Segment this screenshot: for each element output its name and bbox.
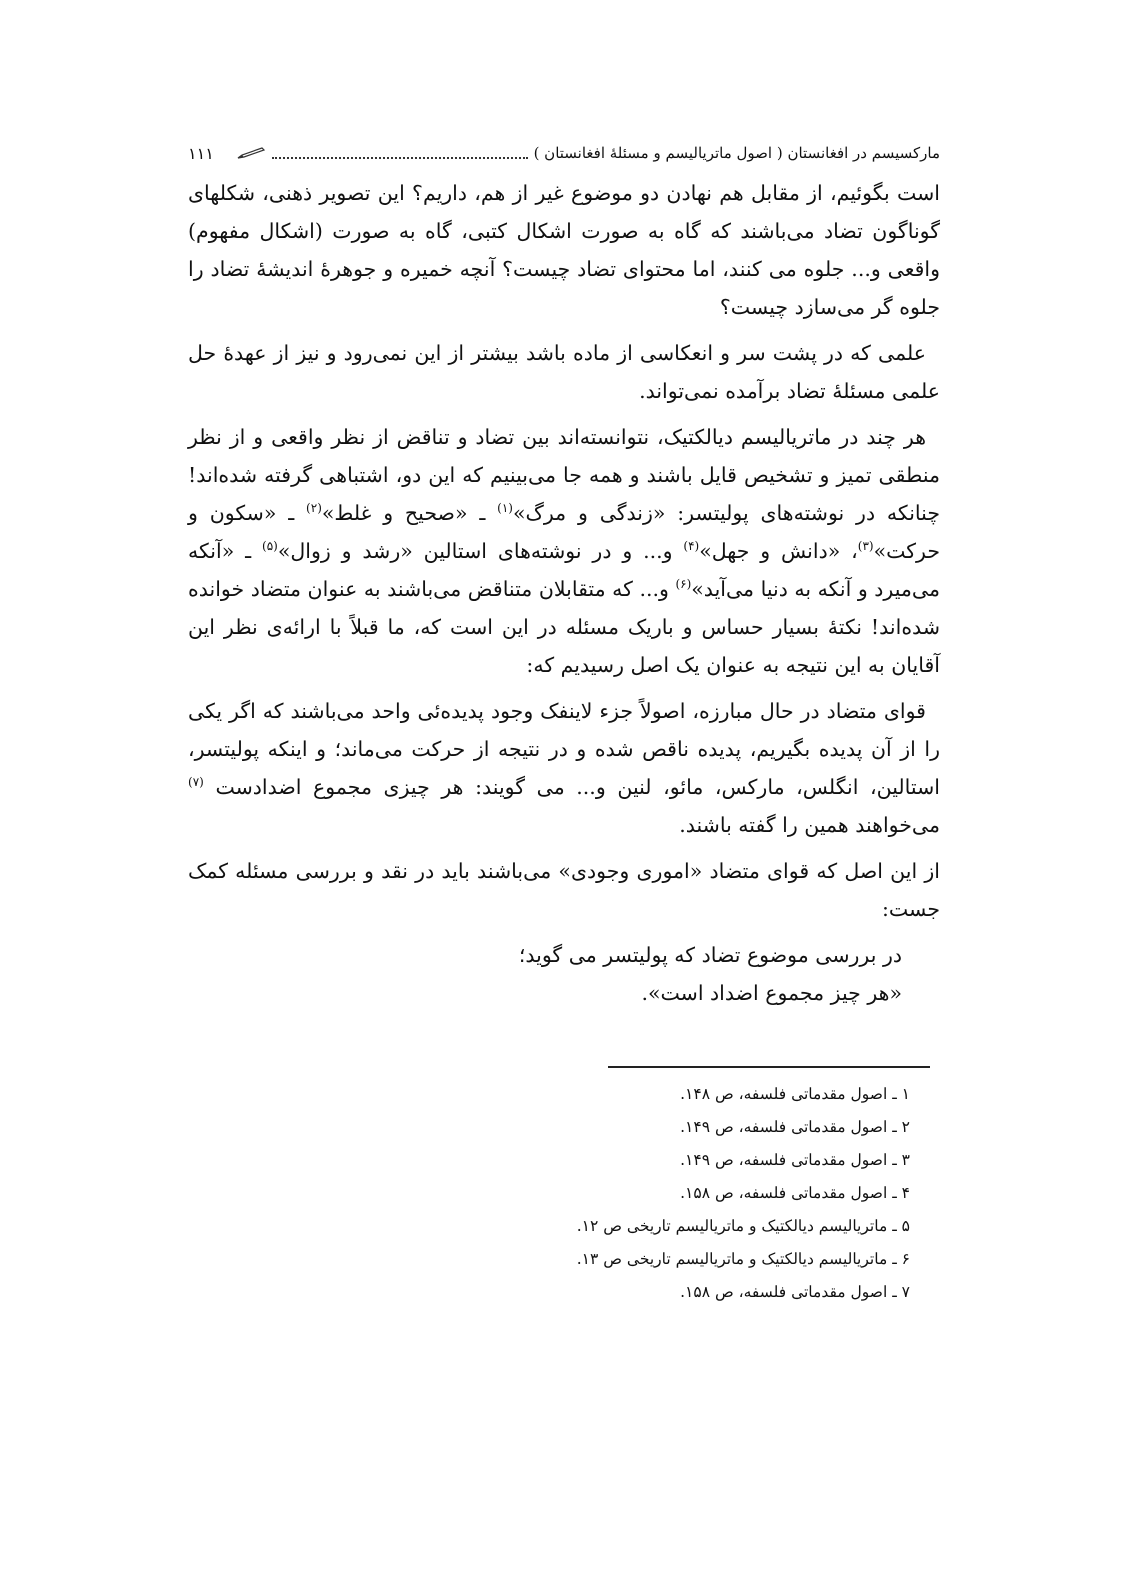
text-run: می‌خواهند همین را گفته باشند. <box>679 813 940 837</box>
footnote: ۳ ـ اصول مقدماتی فلسفه، ص ۱۴۹. <box>680 1151 910 1169</box>
running-header <box>188 140 940 166</box>
footnote: ۷ ـ اصول مقدماتی فلسفه، ص ۱۵۸. <box>680 1283 910 1301</box>
text-run: و... <box>639 577 669 601</box>
paragraph: علمی که در پشت سر و انعکاسی از ماده باشد بیشتر از این نمی‌رود و نیز از عهدهٔ حل علمی مسئلهٔ تضاد برآمده نمی‌تواند. <box>188 341 940 403</box>
footnote-ref: (۵) <box>262 539 278 554</box>
footnote-ref: (۴) <box>683 539 700 554</box>
book-page <box>188 140 940 1309</box>
footnote-ref: (۲) <box>306 501 322 516</box>
text-run: «آنکه می‌میرد و آنکه به دنیا می‌آید» <box>188 539 940 601</box>
running-title: مارکسیسم در افغانستان ( اصول ماتریالیسم و مسئلهٔ افغانستان ) <box>533 144 940 162</box>
text-run: که متقابلان متناقض می‌باشند به عنوان متضاد خوانده شده‌اند! نکتهٔ بسیار حساس و باریک مسئله در این است که، ما قبلاً با ارائه‌ی نظر این آقایان به این نتیجه به عنوان یک اصل رسیدیم که: <box>188 577 940 677</box>
main-text <box>188 174 940 1012</box>
text-run: «سکون و حرکت» <box>188 501 940 563</box>
paragraph: از این اصل که قوای متضاد «اموری وجودی» می‌باشند باید در نقد و بررسی مسئله کمک جست: <box>188 859 940 921</box>
footnote: ۲ ـ اصول مقدماتی فلسفه، ص ۱۴۹. <box>680 1118 910 1136</box>
footnote: ۴ ـ اصول مقدماتی فلسفه، ص ۱۵۸. <box>680 1184 910 1202</box>
text-run: هر چند در ماتریالیسم دیالکتیک، نتوانسته‌اند بین تضاد و تناقض از نظر واقعی و از نظر منطقی تمیز و تشخیص قایل باشند و همه جا می‌بینیم که این دو، اشتباهی گرفته شده‌اند! چنانکه در نوشته‌های پولیتسر: «زندگی و مرگ» <box>188 425 941 525</box>
text-run: قوای متضاد در حال مبارزه، اصولاً جزء لاینفک وجود پدیده‌ئی واحد می‌باشند که اگر یکی را از آن پدیده بگیریم، پدیده ناقص شده و در نتیجه از حرکت می‌ماند؛ و اینکه پولیتسر، استالین، انگلس، مارکس، مائو، لنین و... می گویند: هر چیزی مجموع اضدادست <box>188 699 940 799</box>
text-run: «صحیح و غلط» <box>321 501 468 525</box>
footnote-ref: (۳) <box>857 539 874 554</box>
text-run: و... و در نوشته‌های استالین «رشد و زوال» <box>277 539 673 563</box>
footnote-ref: (۶) <box>675 577 692 592</box>
leader-dots <box>272 147 528 159</box>
page-number: ۱۱۱ <box>188 143 214 163</box>
footnotes <box>188 1078 940 1309</box>
footnote-ref: (۷) <box>188 775 204 790</box>
paragraph: در بررسی موضوع تضاد که پولیتسر می گوید؛ <box>518 943 902 967</box>
footnote: ۱ ـ اصول مقدماتی فلسفه، ص ۱۴۸. <box>680 1085 910 1103</box>
pen-icon <box>236 146 266 160</box>
paragraph <box>188 692 940 844</box>
quotation: «هر چیز مجموع اضداد است». <box>641 981 902 1005</box>
footnote: ۶ ـ ماتریالیسم دیالکتیک و ماتریالیسم تاریخی ص ۱۳. <box>576 1250 910 1268</box>
footnote: ۵ ـ ماتریالیسم دیالکتیک و ماتریالیسم تاریخی ص ۱۲. <box>576 1217 910 1235</box>
footnote-ref: (۱) <box>497 501 513 516</box>
paragraph: هر چند در ماتریالیسم دیالکتیک، نتوانسته‌اند بین تضاد و تناقض از نظر واقعی و از نظر منطقی تمیز و تشخیص قایل باشند و همه جا می‌بینیم که این دو، اشتباهی گرفته شده‌اند! چنانکه در نوشته‌های پولیتسر: «زندگی و مرگ»$^{(۱)}$ ـ «صحیح و غلط»$^{(۲)}$ ـ «سکون و حرکت»$^{(۳)}$، «دانش و جهل»$^{(۴)}$ و... و در نوشته‌های استالین «رشد و زوال»$^{(۵)}$ ـ «آنکه می‌میرد و آنکه به دنیا می‌آید»$^{(۶)}$ و... که متقابلان متناقض می‌باشند به عنوان متضاد خوانده شده‌اند! نکتهٔ بسیار حساس و باریک مسئله در این است که، ما قبلاً با ارائه‌ی نظر این آقایان به این نتیجه به عنوان یک اصل رسیدیم که: <box>188 425 941 677</box>
text-run: «دانش و جهل» <box>699 539 841 563</box>
paragraph: است بگوئیم، از مقابل هم نهادن دو موضوع غیر از هم، داریم؟ این تصویر ذهنی، شکلهای گوناگون تضاد می‌باشند که گاه به صورت اشکال کتبی، گاه به صورت (اشکال مفهوم) واقعی و... جلوه می کنند، اما محتوای تضاد چیست؟ آنچه خمیره و جوهرهٔ اندیشهٔ تضاد را جلوه گر می‌سازد چیست؟ <box>188 181 940 319</box>
footnote-divider <box>608 1066 930 1068</box>
